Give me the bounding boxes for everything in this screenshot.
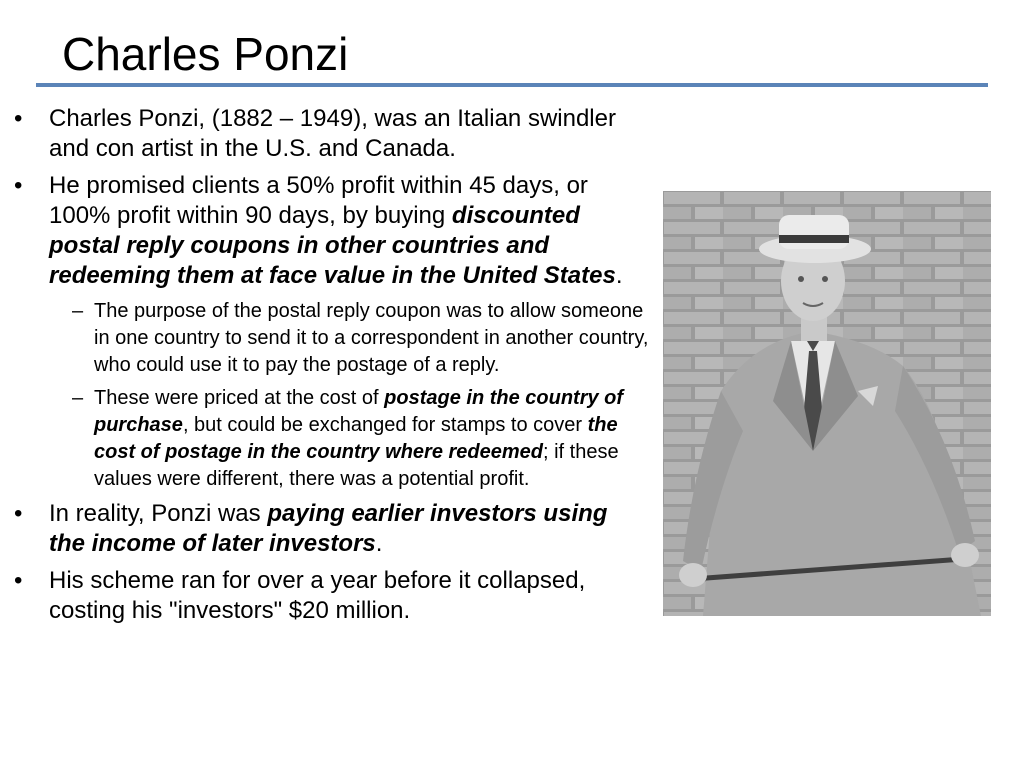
bullet-item — [0, 566, 650, 626]
bullet-marker: • — [14, 500, 23, 527]
bullet-text: Charles Ponzi, (1882 – 1949), was an Italian swindler and con artist in the U.S. and Canada. — [49, 105, 616, 162]
bullet-item — [0, 499, 650, 559]
sub-bullet-text: , but could be exchanged for stamps to cover — [182, 414, 588, 436]
sub-bullet-marker: – — [72, 387, 84, 409]
sub-bullet-item — [0, 385, 650, 493]
portrait-illustration — [663, 191, 991, 616]
bullet-emphasis: paying earlier investors using the income of later investors — [49, 500, 608, 557]
sub-bullet-marker: – — [72, 300, 84, 322]
bullet-marker: • — [14, 105, 23, 132]
bullet-marker: • — [14, 567, 23, 594]
bullet-text: . — [375, 530, 383, 557]
bullet-list — [0, 104, 650, 633]
sub-bullet-emphasis: postage in the country of purchase — [94, 387, 624, 436]
sub-bullet-item — [0, 298, 650, 379]
sub-bullet-text: The purpose of the postal reply coupon was to allow someone in one country to send it to a correspondent in another country, who could use it to pay the postage of a reply. — [94, 300, 649, 376]
bullet-text: He promised clients a 50% profit within 45 days, or 100% profit within 90 days, by buying — [49, 172, 588, 229]
bullet-emphasis: discounted postal reply coupons in other countries and redeeming them at face value in the United States — [49, 202, 616, 289]
slide-title: Charles Ponzi — [62, 28, 349, 80]
bullet-item — [0, 104, 650, 164]
title-underline — [36, 83, 988, 87]
sub-bullet-text: These were priced at the cost of — [94, 387, 385, 409]
bullet-text: . — [615, 262, 623, 289]
bullet-text: In reality, Ponzi was — [49, 500, 268, 527]
bullet-marker: • — [14, 172, 23, 199]
portrait-photo — [663, 191, 991, 616]
bullet-text: His scheme ran for over a year before it collapsed, costing his "investors" $20 million. — [49, 567, 586, 624]
bullet-item — [0, 171, 650, 291]
sub-bullet-emphasis: the cost of postage in the country where redeemed — [94, 414, 618, 463]
sub-bullet-text: ; if these values were different, there was a potential profit. — [94, 441, 619, 490]
